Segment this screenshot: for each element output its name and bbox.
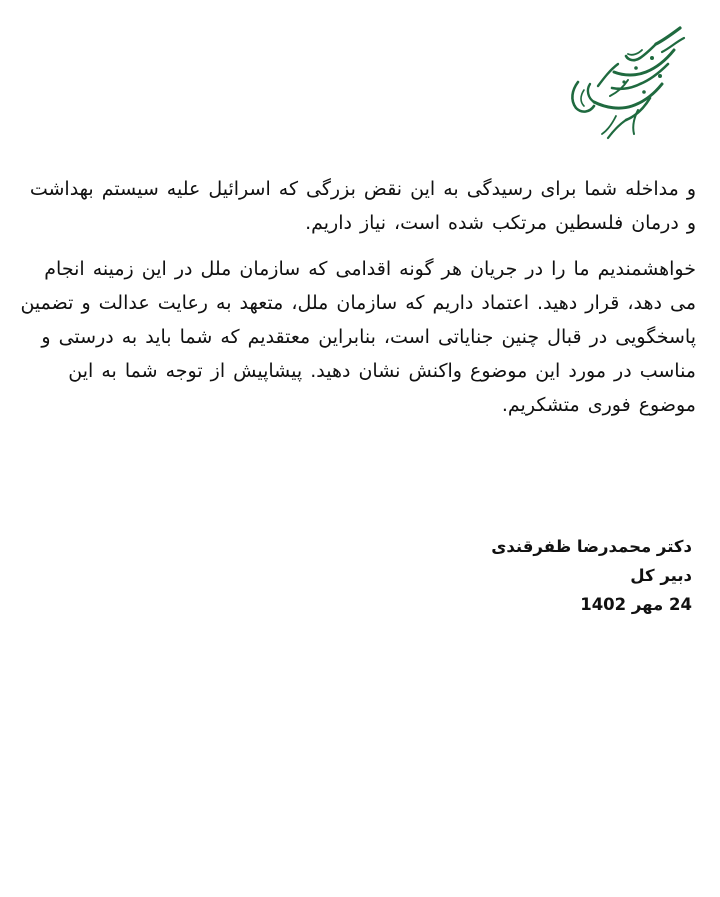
letter-body <box>20 172 696 422</box>
signer-name: دکتر محمدرضا ظفرقندی <box>491 537 692 556</box>
organization-logo <box>558 20 690 146</box>
letter-date: 24 مهر 1402 <box>580 595 692 614</box>
calligraphic-emblem-icon <box>558 20 690 146</box>
letter-paragraph: خواهشمندیم ما را در جریان هر گونه اقدامی که سازمان ملل در این زمینه انجام می دهد، قرار دهید. اعتماد داریم که سازمان ملل، متعهد به رعایت عدالت و تضمین پاسخگویی در قبال چنین جنایاتی است، بنابراین معتقدیم که شما باید به درستی و مناسب در مورد این موضوع واکنش نشان دهید. پیشاپیش از توجه شما به این موضوع فوری متشکریم. <box>20 258 696 416</box>
signer-title: دبیر کل <box>630 566 692 585</box>
signature-block <box>392 532 692 619</box>
letter-paragraph: و مداخله شما برای رسیدگی به این نقض بزرگی که اسرائیل علیه سیستم بهداشت و درمان فلسطین مرتکب شده است، نیاز داریم. <box>29 178 696 234</box>
